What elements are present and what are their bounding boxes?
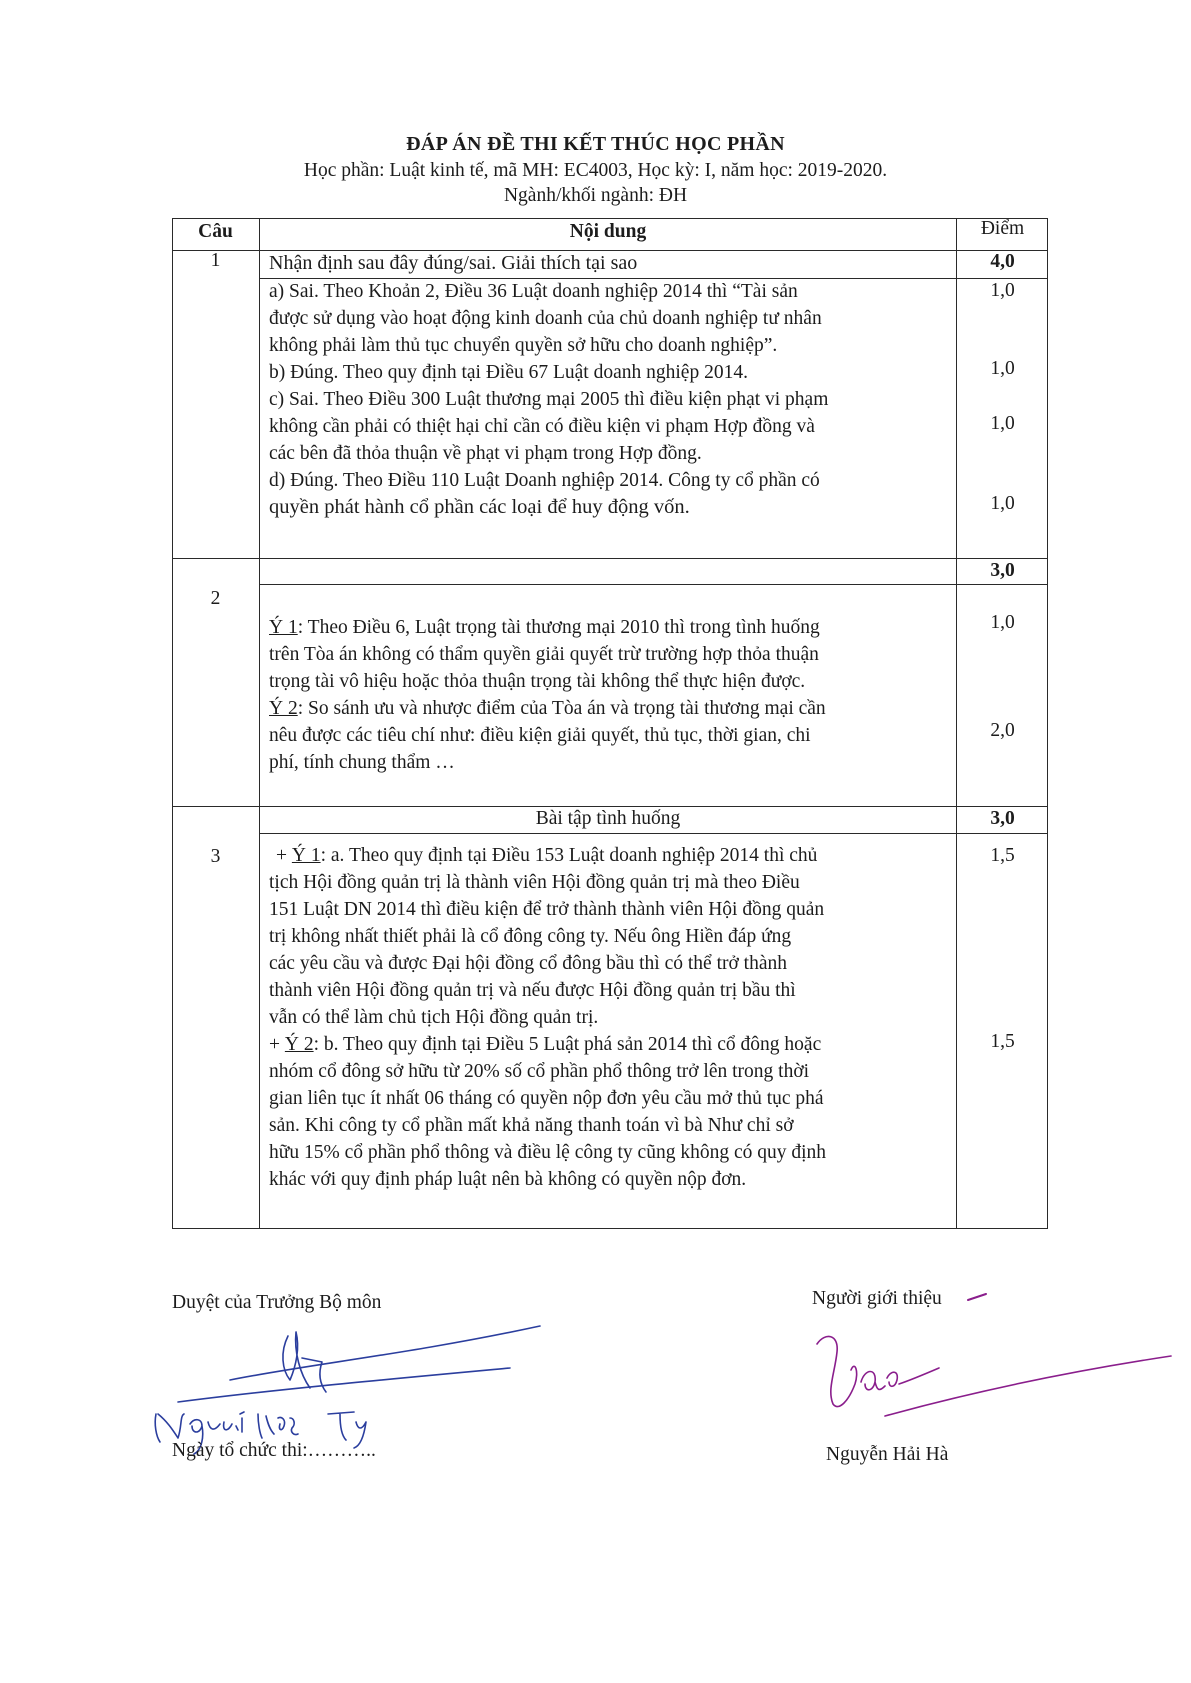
q3-heading-divider (259, 833, 1048, 834)
q1-score-b: 1,0 (990, 358, 1015, 379)
q3-y1-line: trị không nhất thiết phải là cổ đông công ty. Nếu ông Hiền đáp ứng (269, 926, 792, 947)
q3-y2-first-line: + Ý 2: b. Theo quy định tại Điều 5 Luật phá sản 2014 thì cổ đông hoặc (269, 1034, 822, 1055)
q2-score-2: 2,0 (990, 720, 1015, 741)
signature-stroke (899, 1368, 939, 1384)
faculty-info: Ngành/khối ngành: ĐH (503, 185, 688, 206)
document-title: ĐÁP ÁN ĐỀ THI KẾT THÚC HỌC PHẦN (406, 133, 785, 155)
column-header-question: Câu (198, 221, 233, 242)
q3-y1-first-line: + Ý 1: a. Theo quy định tại Điều 153 Luật doanh nghiệp 2014 thì chủ (276, 845, 818, 866)
q3-y2-label: Ý 2 (284, 1034, 314, 1055)
column-header-content: Nội dung (569, 221, 647, 242)
q1-score-d: 1,0 (990, 493, 1015, 514)
answer-table (172, 218, 1048, 1229)
table-border-top (172, 218, 1048, 219)
q1-line: không cần phải có thiệt hại chỉ cần có điều kiện vi phạm Hợp đồng và (269, 416, 815, 437)
q3-score-1: 1,5 (990, 845, 1015, 866)
signature-stroke (817, 1336, 857, 1406)
table-border-left (172, 218, 173, 1229)
q2-q3-divider (172, 806, 1048, 807)
presenter-signature (815, 1330, 1175, 1430)
q1-q2-divider (172, 558, 1048, 559)
q2-total-score: 3,0 (990, 560, 1015, 581)
q3-y1-line: 151 Luật DN 2014 thì điều kiện để trở thành thành viên Hội đồng quản (269, 899, 825, 920)
signature-stroke (155, 1414, 184, 1442)
q2-y2-line: phí, tính chung thẩm … (269, 752, 455, 773)
q1-line: d) Đúng. Theo Điều 110 Luật Doanh nghiệp 2014. Công ty cổ phần có (269, 470, 820, 491)
q1-line: các bên đã thỏa thuận về phạt vi phạm trong Hợp đồng. (269, 443, 702, 464)
signature-stroke (178, 1368, 510, 1402)
q3-y2-line: khác với quy định pháp luật nên bà không có quyền nộp đơn. (269, 1169, 747, 1190)
q3-total-score: 3,0 (990, 808, 1015, 829)
q1-score-c: 1,0 (990, 413, 1015, 434)
q2-y1-line: trên Tòa án không có thẩm quyền giải quyết trừ trường hợp thỏa thuận (269, 644, 819, 665)
q3-y2-line: sản. Khi công ty cổ phần mất khả năng thanh toán vì bà Như chỉ sở (269, 1115, 794, 1136)
course-info: Học phần: Luật kinh tế, mã MH: EC4003, Học kỳ: I, năm học: 2019-2020. (303, 160, 888, 181)
q1-number: 1 (210, 250, 221, 271)
q1-total-score: 4,0 (990, 251, 1015, 272)
signature-stroke (283, 1332, 326, 1392)
q1-line: không phải làm thủ tục chuyển quyền sở hữu cho doanh nghiệp”. (269, 335, 778, 356)
q2-y1-line: trọng tài vô hiệu hoặc thỏa thuận trọng tài không thể thực hiện được. (269, 671, 806, 692)
q2-y2-label: Ý 2 (269, 698, 298, 719)
q3-y1-label: Ý 1 (291, 845, 321, 866)
signature-stroke (885, 1356, 1171, 1416)
q1-line: được sử dụng vào hoạt động kinh doanh của chủ doanh nghiệp tư nhân (269, 308, 822, 329)
table-border-bottom (172, 1228, 1048, 1229)
q2-score-1: 1,0 (990, 612, 1015, 633)
q2-number: 2 (210, 588, 221, 609)
signature-stroke (230, 1326, 540, 1380)
column-divider-1 (259, 218, 260, 1229)
q3-y1-line: thành viên Hội đồng quản trị và nếu được Hội đồng quản trị bầu thì (269, 980, 796, 1001)
q3-heading: Bài tập tình huống (535, 808, 681, 829)
q3-y1-line: vẫn có thể làm chủ tịch Hội đồng quản trị. (269, 1007, 599, 1028)
signature-stroke (861, 1372, 897, 1390)
column-header-score: Điểm (980, 218, 1025, 239)
q3-y1-line: tịch Hội đồng quản trị là thành viên Hội đồng quản trị mà theo Điều (269, 872, 800, 893)
q1-line: a) Sai. Theo Khoản 2, Điều 36 Luật doanh nghiệp 2014 thì “Tài sản (269, 281, 798, 302)
exam-date-label: Ngày tổ chức thi:……….. (172, 1440, 376, 1461)
q1-score-a: 1,0 (990, 280, 1015, 301)
q3-y1-line: các yêu cầu và được Đại hội đồng cổ đông bầu thì có thể trở thành (269, 953, 787, 974)
q2-y2-first-line: Ý 2: So sánh ưu và nhược điểm của Tòa án và trọng tài thương mại cần (269, 698, 826, 719)
q1-line: c) Sai. Theo Điều 300 Luật thương mại 2005 thì điều kiện phạt vi phạm (269, 389, 829, 410)
q2-y1-first-line: Ý 1: Theo Điều 6, Luật trọng tài thương mại 2010 thì trong tình huống (269, 617, 820, 638)
q1-heading: Nhận định sau đây đúng/sai. Giải thích tại sao (269, 252, 638, 274)
approver-label: Duyệt của Trưởng Bộ môn (172, 1292, 382, 1313)
q2-heading-divider (259, 584, 1048, 585)
q3-y2-line: hữu 15% cổ phần phổ thông và điều lệ công ty cũng không có quy định (269, 1142, 827, 1163)
q1-line: quyền phát hành cổ phần các loại để huy động vốn. (269, 496, 690, 518)
q2-y1-label: Ý 1 (269, 617, 298, 638)
q3-y2-line: gian liên tục ít nhất 06 tháng có quyền nộp đơn yêu cầu mở thủ tục phá (269, 1088, 824, 1109)
presenter-tick-mark (966, 1290, 990, 1304)
presenter-label: Người giới thiệu (812, 1288, 942, 1309)
signature-stroke (258, 1414, 298, 1438)
q2-y2-line: nêu được các tiêu chí như: điều kiện giải quyết, thủ tục, thời gian, chi (269, 725, 811, 746)
q3-y2-line: nhóm cổ đông sở hữu từ 20% số cổ phần phổ thông trở lên trong thời (269, 1061, 810, 1082)
q3-number: 3 (210, 846, 221, 867)
q3-score-2: 1,5 (990, 1031, 1015, 1052)
q1-line: b) Đúng. Theo quy định tại Điều 67 Luật doanh nghiệp 2014. (269, 362, 748, 383)
presenter-name: Nguyễn Hải Hà (826, 1444, 949, 1465)
